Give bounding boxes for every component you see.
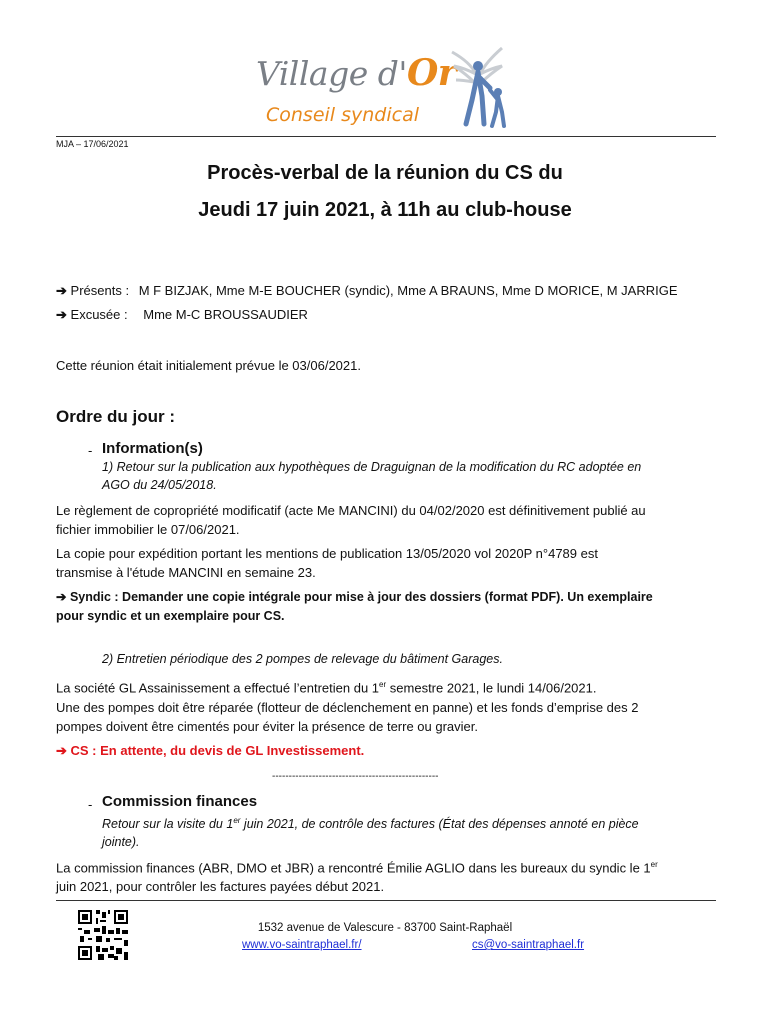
- page-title-line1: Procès-verbal de la réunion du CS du: [207, 162, 563, 184]
- cs-action: ➔ CS : En attente, du devis de GL Investissement.: [56, 743, 365, 758]
- presents-label: Présents :: [70, 283, 130, 298]
- arrow-icon: ➔: [56, 283, 67, 298]
- village-dor-logo: [252, 44, 512, 134]
- footer-address: 1532 avenue de Valescure - 83700 Saint-Raphaël: [257, 922, 513, 934]
- info-heading: Information(s): [102, 440, 203, 457]
- ordre-heading: Ordre du jour :: [56, 407, 175, 426]
- logo-figures-icon: [442, 44, 512, 134]
- bullet-dash: -: [88, 443, 93, 458]
- email-link[interactable]: cs@vo-saintraphael.fr: [472, 939, 585, 951]
- presents-row: [56, 283, 678, 299]
- paragraph-pompes: Une des pompes doit être réparée (flotteur de déclenchement en panne) et les fonds d’emprise des 2 pompes doivent être cimentés pour éviter la présence de terre ou gravier.: [56, 700, 639, 734]
- finances-heading: Commission finances: [102, 793, 258, 810]
- logo-village-text: Village d': [256, 54, 407, 93]
- website-link[interactable]: www.vo-saintraphael.fr/: [242, 939, 362, 951]
- item1-text: 1) Retour sur la publication aux hypothèques de Draguignan de la modification du RC adoptée en AGO du 24/05/2018.: [102, 460, 642, 492]
- separator-line: --------------------------------------------------: [272, 771, 439, 782]
- document-ref: MJA – 17/06/2021: [56, 139, 129, 149]
- paragraph-copie: La copie pour expédition portant les mentions de publication 13/05/2020 vol 2020P n°4789 est transmise à l'étude MANCINI en semaine 23.: [56, 546, 598, 580]
- page-title-line2: Jeudi 17 juin 2021, à 11h au club-house: [198, 199, 572, 221]
- presents-value: M F BIZJAK, Mme M-E BOUCHER (syndic), Mme A BRAUNS, Mme D MORICE, M JARRIGE: [138, 283, 678, 298]
- logo-conseil-text: Conseil syndical: [266, 104, 420, 126]
- item2-text: 2) Entretien périodique des 2 pompes de relevage du bâtiment Garages.: [102, 652, 503, 666]
- excuse-value: Mme M-C BROUSSAUDIER: [143, 307, 308, 322]
- qr-code-icon: [76, 908, 130, 962]
- logo-or-text: Or: [406, 52, 457, 94]
- intro-text: Cette réunion était initialement prévue le 03/06/2021.: [56, 358, 361, 373]
- bullet-dash: -: [88, 797, 93, 812]
- arrow-icon: ➔: [56, 307, 67, 322]
- paragraph-finances: La commission finances (ABR, DMO et JBR) a rencontré Émilie AGLIO dans les bureaux du syndic le 1er juin 2021, pour contrôler les factures payées début 2021.: [56, 860, 658, 895]
- excuse-label: Excusée :: [70, 307, 128, 322]
- excuse-row: [56, 307, 308, 323]
- footer-rule: [56, 900, 716, 901]
- syndic-action: ➔ Syndic : Demander une copie intégrale pour mise à jour des dossiers (format PDF). Un exemplaire pour syndic et un exemplaire pour CS.: [56, 590, 653, 623]
- header-rule: [56, 136, 716, 137]
- finances-italic: Retour sur la visite du 1er juin 2021, de contrôle des factures (État des dépenses annoté en pièce jointe).: [102, 816, 639, 850]
- paragraph-reglement: Le règlement de copropriété modificatif (acte Me MANCINI) du 04/02/2020 est définitivement publié au fichier immobilier le 07/06/2021.: [56, 503, 646, 537]
- paragraph-entretien: La société GL Assainissement a effectué l’entretien du 1er semestre 2021, le lundi 14/06/2021.: [56, 680, 597, 696]
